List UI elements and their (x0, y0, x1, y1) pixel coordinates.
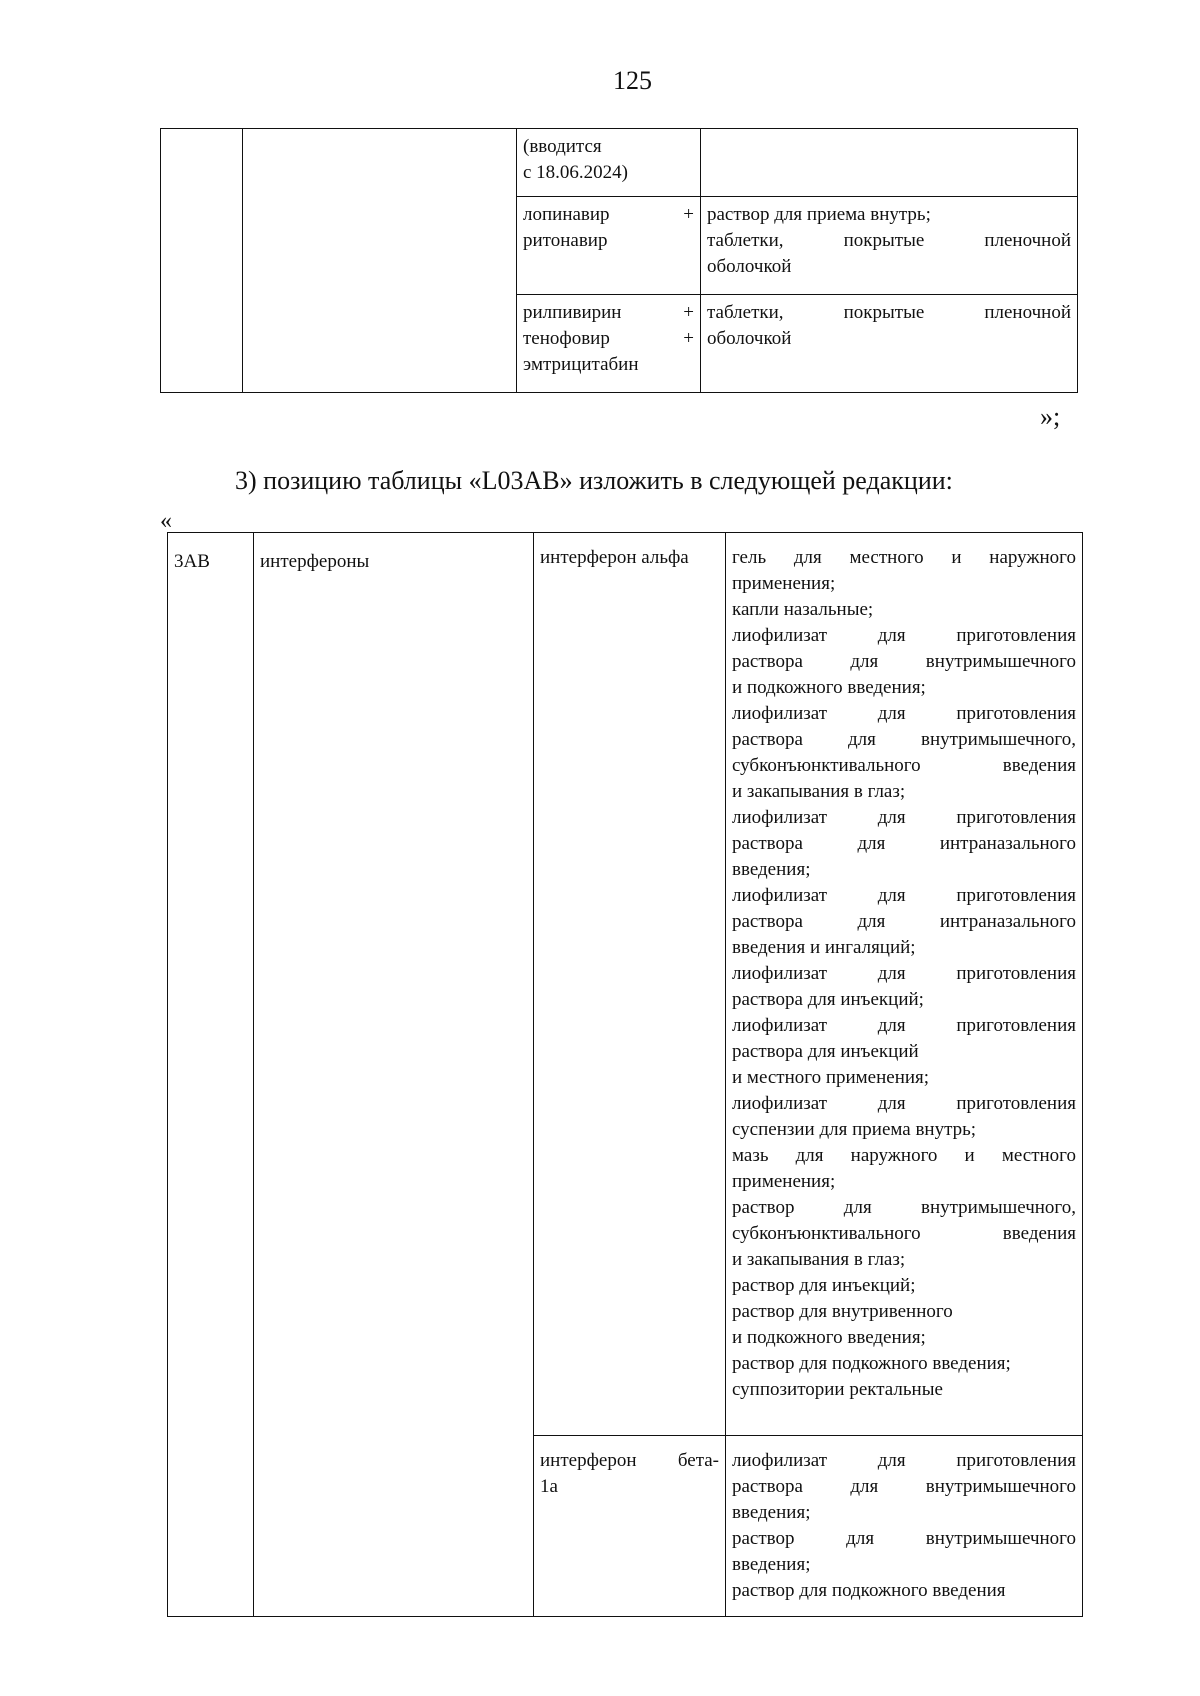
group-cell: интерфероны (254, 533, 534, 1617)
form-line: лиофилизат для приготовления (732, 1093, 1076, 1114)
form-line: суппозитории ректальные (732, 1379, 943, 1400)
form-line: и закапывания в глаз; (732, 781, 906, 802)
form-cell (701, 295, 1078, 393)
form-line: раствор для инъекций; (732, 1275, 916, 1296)
page-number: 125 (613, 66, 652, 95)
drug-line: эмтрицитабин (523, 354, 639, 375)
form-line: введения; (732, 859, 811, 880)
form-line: лиофилизат для приготовления (732, 1015, 1076, 1036)
form-line: раствор для приема внутрь; (707, 204, 931, 225)
form-line: раствор для подкожного введения; (732, 1353, 1011, 1374)
drug-cell (517, 197, 701, 295)
form-cell (701, 197, 1078, 295)
table-row (161, 129, 1078, 197)
form-line: суспензии для приема внутрь; (732, 1119, 977, 1140)
form-line: лиофилизат для приготовления (732, 1450, 1076, 1471)
drug-cell (517, 295, 701, 393)
closing-quote: »; (1040, 402, 1061, 431)
form-line: лиофилизат для приготовления (732, 625, 1076, 646)
form-line: введения; (732, 1554, 811, 1575)
table-row (168, 533, 1083, 1436)
drug-line: лопинавир (523, 204, 610, 225)
form-line: раствора для внутримышечного (732, 651, 1076, 672)
form-line: субконъюнктивального введения (732, 755, 1076, 776)
form-line: и подкожного введения; (732, 677, 926, 698)
instruction-text: 3) позицию таблицы «L03AB» изложить в следующей редакции: (235, 466, 953, 495)
plus-mark: + (683, 204, 694, 225)
form-line: раствор для внутривенного (732, 1301, 953, 1322)
group-cell (243, 129, 517, 393)
drug-line: интерферон альфа (540, 547, 689, 568)
form-line: и местного применения; (732, 1067, 930, 1088)
form-line: лиофилизат для приготовления (732, 885, 1076, 906)
drug-line: 1a (540, 1476, 558, 1497)
form-line: раствор для внутримышечного, (732, 1197, 1076, 1218)
table-l03ab (167, 532, 1083, 1617)
form-line: субконъюнктивального введения (732, 1223, 1076, 1244)
drug-line: рилпивирин (523, 302, 622, 323)
drug-cell (517, 129, 701, 197)
form-line: раствора для интраназального (732, 833, 1076, 854)
table-continuation (160, 128, 1078, 393)
drug-line: ритонавир (523, 230, 608, 251)
form-line: мазь для наружного и местного (732, 1145, 1076, 1166)
code-cell (161, 129, 243, 393)
form-line: введения; (732, 1502, 811, 1523)
plus-mark: + (683, 328, 694, 349)
form-list (732, 1448, 1076, 1604)
drug-line: тенофовир (523, 328, 610, 349)
form-line: раствора для инъекций; (732, 989, 924, 1010)
opening-quote: « (160, 508, 172, 534)
plus-mark: + (683, 302, 694, 323)
form-line: и закапывания в глаз; (732, 1249, 906, 1270)
drug-cell (534, 1436, 726, 1617)
form-line: таблетки, покрытые пленочной (707, 302, 1071, 323)
form-line: и подкожного введения; (732, 1327, 926, 1348)
drug-line: с 18.06.2024) (523, 162, 629, 183)
form-line: введения и ингаляций; (732, 937, 916, 958)
form-line: раствор для внутримышечного (732, 1528, 1076, 1549)
form-line: лиофилизат для приготовления (732, 807, 1076, 828)
form-line: оболочкой (707, 256, 792, 277)
form-line: оболочкой (707, 328, 792, 349)
form-line: раствора для инъекций (732, 1041, 919, 1062)
form-line: капли назальные; (732, 599, 874, 620)
form-line: лиофилизат для приготовления (732, 703, 1076, 724)
form-line: применения; (732, 573, 836, 594)
form-line: гель для местного и наружного (732, 547, 1076, 568)
form-cell (726, 533, 1083, 1436)
form-line: раствора для внутримышечного, (732, 729, 1076, 750)
form-cell (726, 1436, 1083, 1617)
form-line: раствора для интраназального (732, 911, 1076, 932)
form-line: таблетки, покрытые пленочной (707, 230, 1071, 251)
drug-cell (534, 533, 726, 1436)
form-line: раствора для внутримышечного (732, 1476, 1076, 1497)
code-cell: 3AB (168, 533, 254, 1617)
form-line: лиофилизат для приготовления (732, 963, 1076, 984)
form-list (732, 545, 1076, 1403)
drug-line: интерферон бета- (540, 1450, 719, 1471)
form-line: раствор для подкожного введения (732, 1580, 1006, 1601)
form-line: применения; (732, 1171, 836, 1192)
drug-line: (вводится (523, 136, 602, 157)
form-cell (701, 129, 1078, 197)
